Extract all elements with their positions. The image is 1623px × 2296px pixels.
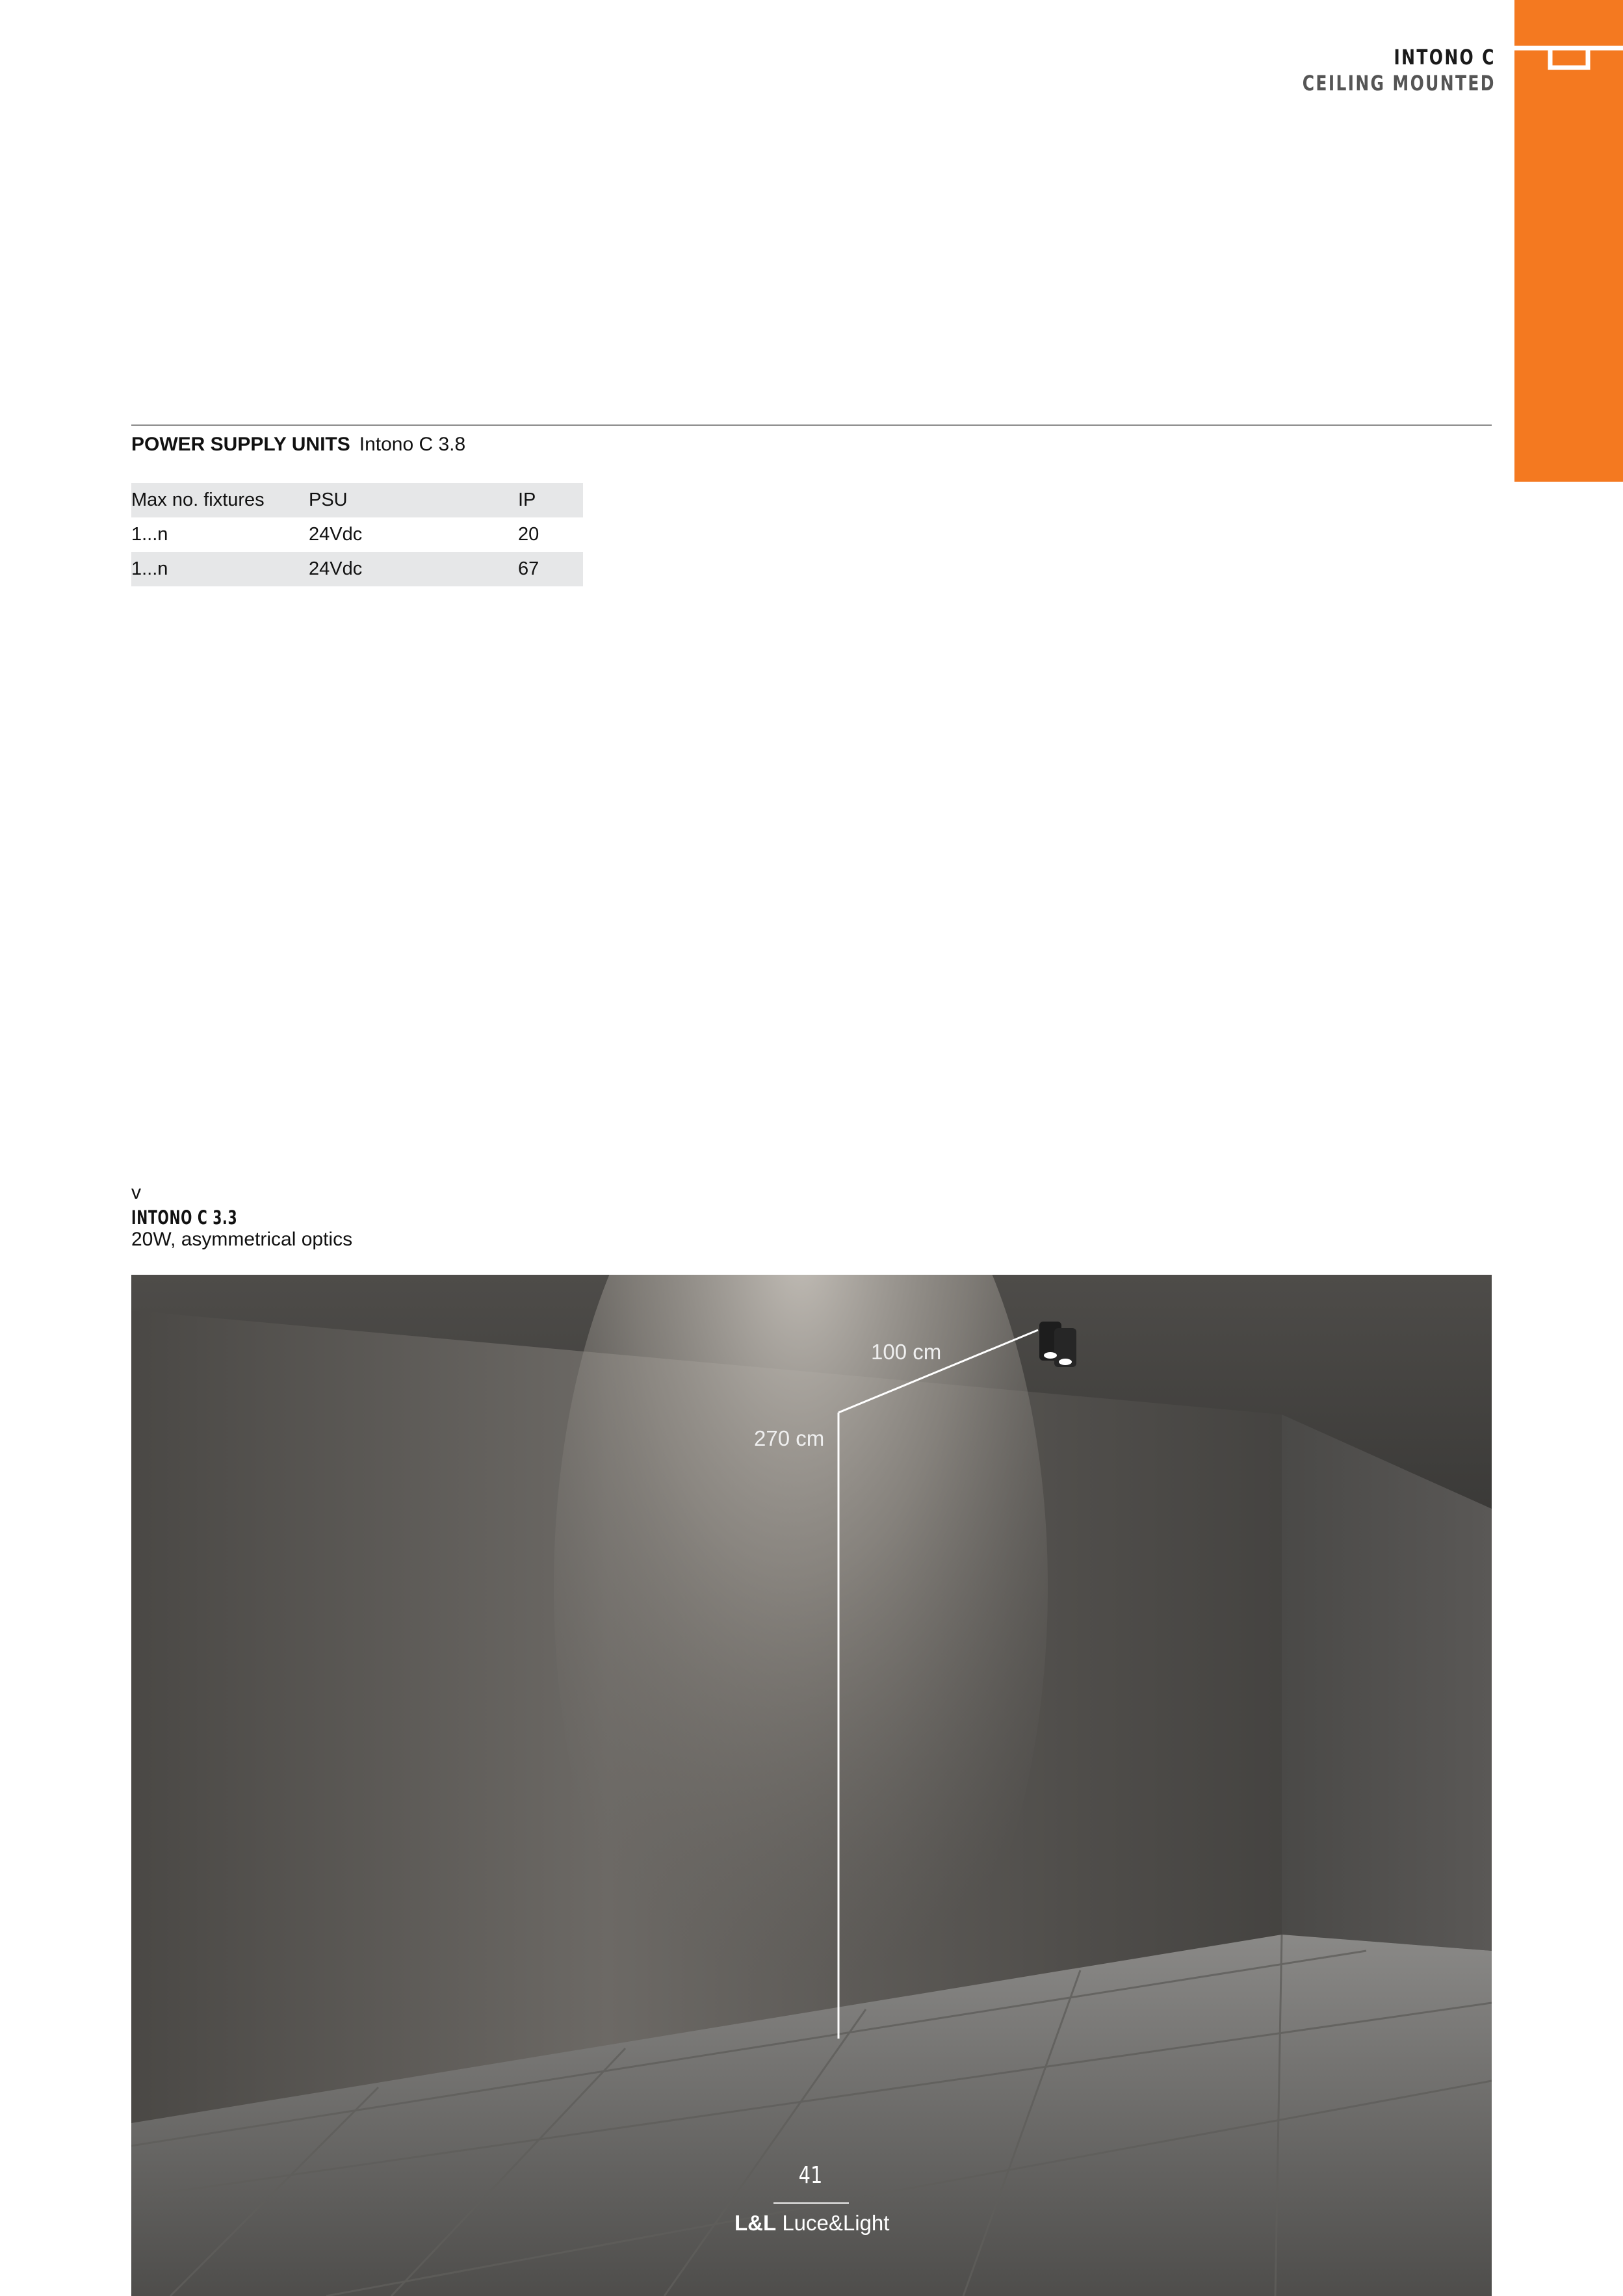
column-header: Max no. fixtures [131, 489, 265, 510]
psu-heading [131, 432, 465, 458]
chevron-down-icon: v [131, 1182, 141, 1203]
height-label: 270 cm [754, 1426, 825, 1450]
psu-table [131, 483, 583, 586]
section-tab [1514, 0, 1623, 482]
section-divider [131, 424, 1492, 426]
distance-label: 100 cm [871, 1340, 942, 1364]
table-cell: 20 [518, 524, 539, 545]
header-title: INTONO C [1394, 45, 1496, 70]
table-cell: 24Vdc [309, 558, 363, 579]
column-header: PSU [309, 489, 348, 510]
ceiling-mounted-icon [1514, 0, 1623, 85]
table-cell: 24Vdc [309, 524, 363, 545]
table-row [131, 517, 583, 552]
page-number-text: 41 [798, 2162, 823, 2189]
lighting-render-image [131, 1275, 1492, 2296]
footer-divider [773, 2202, 849, 2204]
table-cell: 67 [518, 558, 539, 579]
table-cell: 1...n [131, 524, 168, 545]
fixture-name: INTONO C 3.3 [131, 1207, 238, 1229]
table-row [131, 552, 583, 586]
brand-name: Luce&Light [782, 2211, 890, 2235]
psu-heading-label: POWER SUPPLY UNITS [131, 434, 350, 455]
psu-model: Intono C 3.8 [359, 434, 466, 455]
table-header-row [131, 483, 583, 517]
header-subtitle: CEILING MOUNTED [1302, 71, 1496, 96]
table-cell: 1...n [131, 558, 168, 579]
fixture-icon [1039, 1322, 1076, 1367]
brand-bold: L&L [734, 2211, 777, 2235]
section-header [1248, 44, 1496, 96]
fixture-description: 20W, asymmetrical optics [131, 1229, 353, 1250]
brand-logo [734, 2211, 889, 2236]
column-header: IP [518, 489, 536, 510]
